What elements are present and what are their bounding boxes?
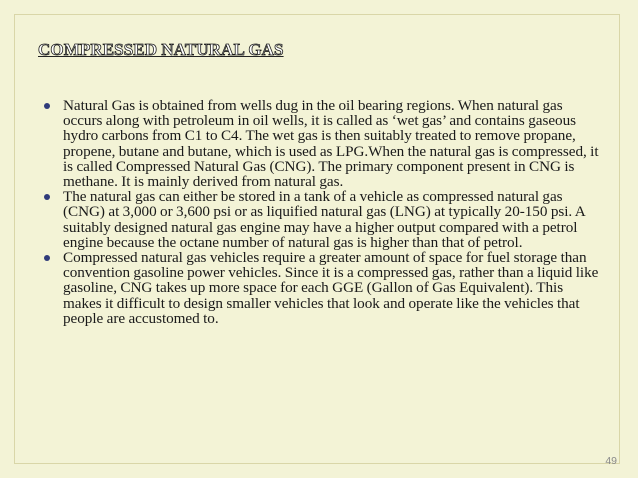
- bullet-item: [44, 98, 604, 189]
- bullet-text: Natural Gas is obtained from wells dug in the oil bearing regions. When natural gas occurs along with petroleum in oil wells, it is called as ‘wet gas’ and contains gaseous hydro carbons from C1 to C4. The wet gas is then suitably treated to remove propane, propene, butane and butane, which is used as LPG.When the natural gas is compressed, it is called Compressed Natural Gas (CNG). The primary component present in CNG is methane. It is mainly derived from natural gas.: [63, 97, 599, 191]
- page-number: 49: [605, 455, 617, 467]
- bullet-icon: [44, 194, 50, 200]
- slide-title: COMPRESSED NATURAL GAS: [38, 40, 284, 59]
- bullet-text: Compressed natural gas vehicles require a greater amount of space for fuel storage than convention gasoline power vehicles. Since it is a compressed gas, rather than a liquid like gasoline, CNG takes up more space for each GGE (Gallon of Gas Equivalent). This makes it difficult to design smaller vehicles that look and operate like the vehicles that people are accustomed to.: [63, 249, 599, 327]
- bullet-icon: [44, 103, 50, 109]
- bullet-item: [44, 189, 604, 250]
- bullet-icon: [44, 255, 50, 261]
- bullet-item: [44, 250, 604, 326]
- bullet-list: [44, 98, 604, 326]
- bullet-text: The natural gas can either be stored in a tank of a vehicle as compressed natural gas (CNG) at 3,000 or 3,600 psi or as liquified natural gas (LNG) at typically 20-150 psi. A suitably designed natural gas engine may have a higher output compared with a petrol engine because the octane number of natural gas is higher than that of petrol.: [63, 188, 585, 251]
